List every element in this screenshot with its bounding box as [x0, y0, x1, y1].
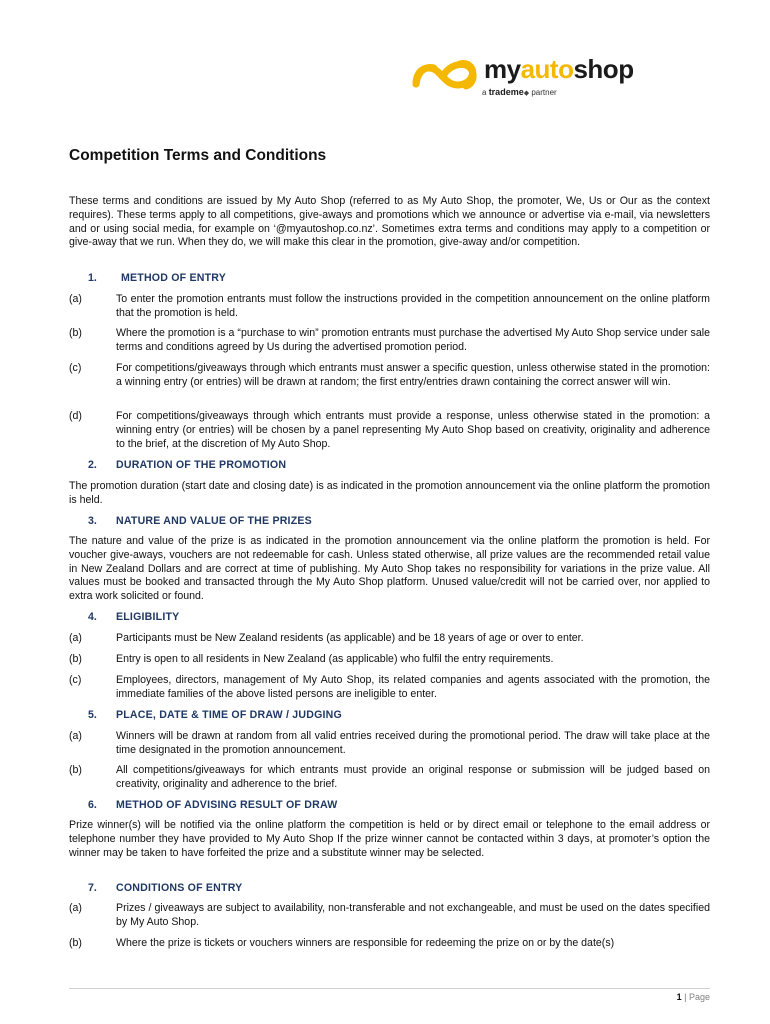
logo-word-my: my	[484, 54, 521, 84]
item-text: Winners will be drawn at random from all valid entries received during the promotional period. The draw will take place at the time designated in the promotion announcement.	[116, 730, 710, 756]
item-text: Participants must be New Zealand residents (as applicable) and be 18 years of age or over to enter.	[116, 632, 584, 644]
footer-separator: |	[684, 992, 687, 1002]
item-label: (d)	[69, 410, 82, 422]
item-label: (a)	[69, 293, 82, 305]
section-heading: DURATION OF THE PROMOTION	[116, 459, 287, 471]
page-number: 1	[676, 992, 682, 1002]
item-text: Prizes / giveaways are subject to availability, non-transferable and not exchangeable, and must be used on the dates specified by My Auto Shop.	[116, 902, 710, 928]
item-text: Where the promotion is a “purchase to win” promotion entrants must purchase the advertised My Auto Shop service under sale terms and conditions agreed by Us during the advertised promotion period.	[116, 327, 710, 353]
intro-paragraph: These terms and conditions are issued by My Auto Shop (referred to as My Auto Shop, the promoter, We, Us or Our as the context requires). These terms apply to all competitions, give-aways and promotions which we announce or advertise via e-mail, via newsletters and or using social media, for example on ‘@myautoshop.co.nz’. Sometimes extra terms and conditions may apply to a competition or give-away that we run. When they do, we will make this clear in the promotion, give-away and/or competition.	[69, 195, 710, 249]
kiwi-bird-icon: ◆	[523, 90, 530, 97]
section-paragraph: The promotion duration (start date and closing date) is as indicated in the promotion announcement via the online platform the promotion is held.	[69, 480, 710, 506]
logo-sub-suffix: partner	[531, 88, 557, 97]
page-footer	[677, 992, 710, 1002]
item-text: For competitions/giveaways through which entrants must answer a specific question, unless otherwise stated in the promotion: a winning entry (or entries) will be drawn at random; the first entry/entries drawn containing the correct answer will win.	[116, 362, 710, 388]
footer-divider	[69, 988, 710, 989]
item-text: Entry is open to all residents in New Zealand (as applicable) who fulfil the entry requirements.	[116, 653, 554, 665]
logo-sub-prefix: a	[482, 88, 487, 97]
item-label: (c)	[69, 674, 82, 686]
item-label: (b)	[69, 764, 82, 776]
logo-tagline	[482, 87, 557, 99]
section-paragraph: Prize winner(s) will be notified via the online platform the competition is held or by direct email or telephone to the email address or telephone number they have provided to My Auto Shop If the prize winner cannot be contacted within 3 days, at promoter’s option the winner may be taken to have forfeited the prize and a substitute winner may be selected.	[69, 819, 710, 859]
section-heading: CONDITIONS OF ENTRY	[116, 882, 243, 894]
section-heading: METHOD OF ADVISING RESULT OF DRAW	[116, 799, 338, 811]
item-label: (b)	[69, 937, 82, 949]
item-label: (a)	[69, 902, 82, 914]
section-number: 2.	[88, 459, 97, 471]
section-number: 5.	[88, 709, 97, 721]
logo-word-auto: auto	[520, 54, 574, 84]
section-number: 4.	[88, 611, 97, 623]
section-number: 3.	[88, 515, 97, 527]
item-text: Where the prize is tickets or vouchers winners are responsible for redeeming the prize on or by the date(s)	[116, 937, 615, 949]
item-label: (a)	[69, 730, 82, 742]
section-number: 6.	[88, 799, 97, 811]
item-label: (b)	[69, 653, 82, 665]
logo-word-shop: shop	[573, 54, 634, 84]
item-text: To enter the promotion entrants must follow the instructions provided in the competition announcement on the online platform that the promotion is held.	[116, 293, 710, 319]
logo-sub-brand: trademe	[488, 87, 524, 97]
item-label: (a)	[69, 632, 82, 644]
item-label: (b)	[69, 327, 82, 339]
infinity-loop-icon	[410, 58, 480, 92]
section-number: 1.	[88, 272, 97, 284]
myautoshop-logo	[410, 52, 670, 102]
section-number: 7.	[88, 882, 97, 894]
section-heading: NATURE AND VALUE OF THE PRIZES	[116, 515, 312, 527]
item-label: (c)	[69, 362, 82, 374]
item-text: For competitions/giveaways through which entrants must provide a response, unless otherwise stated in the promotion: a winning entry (or entries) will be chosen by a panel representing My Auto Shop based on creativity, originality and adherence to the brief, at the discretion of My Auto Shop.	[116, 410, 710, 450]
section-heading: ELIGIBILITY	[116, 611, 180, 623]
item-text: Employees, directors, management of My Auto Shop, its related companies and agents associated with the promotion, the immediate families of the above listed persons are ineligible to enter.	[116, 674, 710, 700]
section-heading: PLACE, DATE & TIME OF DRAW / JUDGING	[116, 709, 342, 721]
page-title: Competition Terms and Conditions	[69, 147, 327, 164]
section-paragraph: The nature and value of the prize is as indicated in the promotion announcement via the online platform the promotion is held. For voucher give-aways, vouchers are not redeemable for cash. Unless stated otherwise, all prize values are the recommended retail value in New Zealand Dollars and are correct at time of publishing. My Auto Shop takes no responsibility for variations in the prize value. All values must be booked and transacted through the My Auto Shop platform. Unused value/credit will not be carried over, nor applied to extra work solicited or found.	[69, 535, 710, 603]
section-heading: METHOD OF ENTRY	[121, 272, 227, 284]
item-text: All competitions/giveaways for which entrants must provide an original response or submission will be judged based on creativity, originality and adherence to the brief.	[116, 764, 710, 790]
logo-wordmark	[484, 54, 634, 84]
footer-page-word: Page	[688, 992, 710, 1002]
